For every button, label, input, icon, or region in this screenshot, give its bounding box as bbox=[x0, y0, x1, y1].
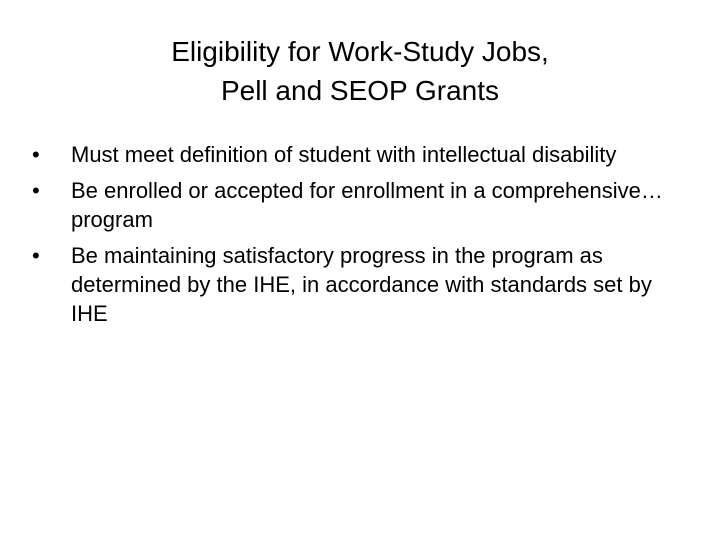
bullet-text-3: Be maintaining satisfactory progress in the program as determined by the IHE, in accordance with standards set by IHE bbox=[71, 243, 652, 326]
bullet-item-3 bbox=[32, 241, 672, 328]
bullet-list bbox=[32, 140, 672, 335]
bullet-marker-icon: • bbox=[32, 243, 40, 268]
bullet-marker-icon: • bbox=[32, 142, 40, 167]
bullet-item-2 bbox=[32, 176, 672, 234]
title-line-1: Eligibility for Work-Study Jobs, bbox=[171, 36, 549, 67]
bullet-text-2: Be enrolled or accepted for enrollment in a comprehensive…program bbox=[71, 178, 663, 232]
title-line-2: Pell and SEOP Grants bbox=[220, 75, 500, 106]
bullet-text-1: Must meet definition of student with intellectual disability bbox=[71, 142, 617, 167]
slide-title bbox=[60, 32, 660, 110]
bullet-marker-icon: • bbox=[32, 178, 40, 203]
bullet-item-1 bbox=[32, 140, 672, 169]
